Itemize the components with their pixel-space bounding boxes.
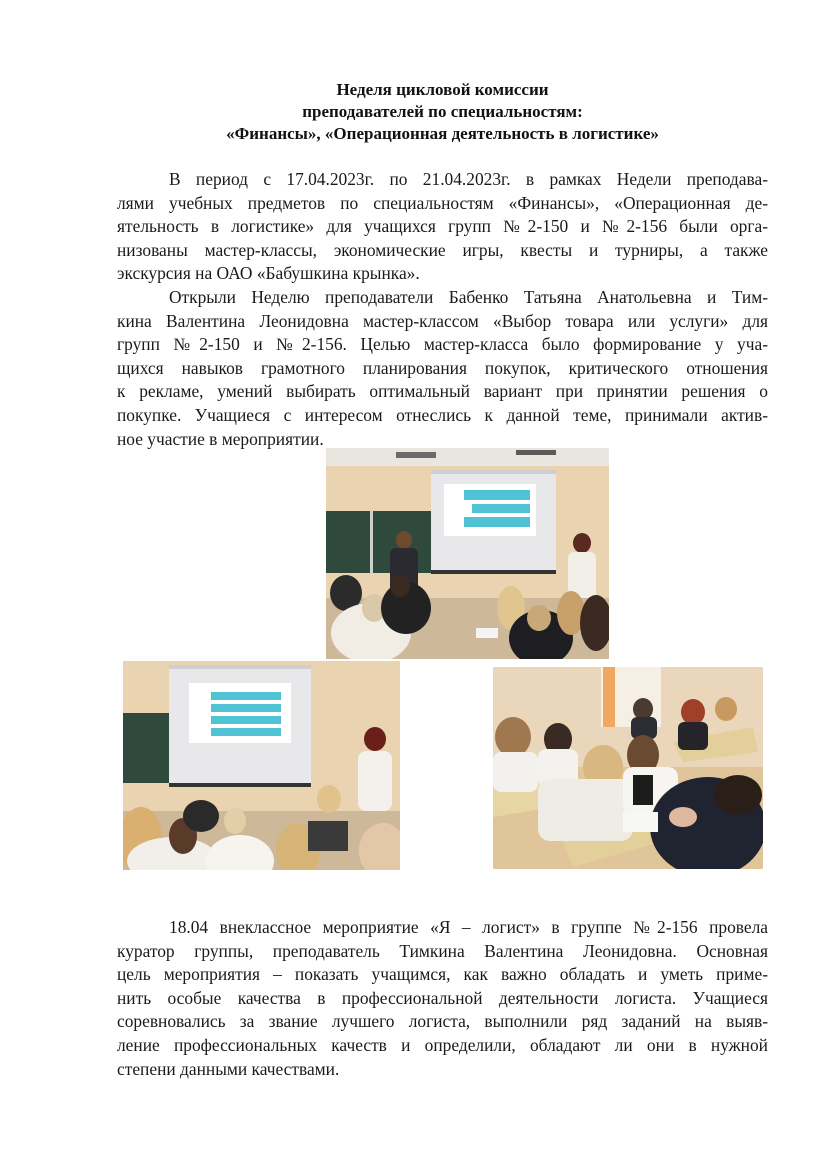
paragraph-line: 18.04 внеклассное мероприятие «Я – логист» в группе №2-156 провела: [169, 917, 768, 937]
photo-masterclass-presenters: [326, 448, 609, 659]
paragraph-line: групп №2-150 и №2-156. Целью мастер-класса было формирование у уча-: [117, 334, 768, 355]
paragraph-line: нить особые качества в профессиональной деятельности логиста. Учащиеся: [117, 987, 768, 1008]
paragraph-logist-event: [117, 916, 768, 1081]
photo-masterclass-lecture: [123, 661, 400, 870]
paragraph-line: ление профессиональных качеств и определили, обладают ли они в нужной: [117, 1034, 768, 1055]
paragraph-line: Открыли Неделю преподаватели Бабенко Татьяна Анатольевна и Тим-: [169, 287, 768, 307]
document-title: [150, 79, 735, 145]
paragraph-masterclass: [117, 286, 768, 451]
paragraph-line: щихся навыков грамотного планирования покупок, критического отношения: [117, 357, 768, 378]
paragraph-line: ятельность в логистике» для учащихся групп №2-150 и №2-156 были орга-: [117, 216, 768, 237]
title-line-1: Неделя цикловой комиссии: [336, 80, 549, 99]
paragraph-line: ное участие в мероприятии.: [117, 428, 324, 449]
paragraph-line: соревновались за звание лучшего логиста, выполнили ряд заданий на выяв-: [117, 1011, 768, 1032]
paragraph-line: покупке. Учащиеся с интересом отнеслись к данной теме, принимали актив-: [117, 404, 768, 425]
paragraph-line: В период с 17.04.2023г. по 21.04.2023г. в рамках Недели преподава-: [169, 169, 768, 189]
paragraph-line: кина Валентина Леонидовна мастер-классом «Выбор товара или услуги» для: [117, 310, 768, 331]
paragraph-line: низованы мастер-классы, экономические игры, квесты и турниры, а также: [117, 239, 768, 260]
paragraph-intro: [117, 168, 768, 286]
paragraph-line: лями учебных предметов по специальностям «Финансы», «Операционная де-: [117, 192, 768, 213]
title-line-2: преподавателей по специальностям:: [302, 102, 583, 121]
photo-students-tasks: [493, 667, 763, 869]
paragraph-line: степени данными качествами.: [117, 1058, 340, 1079]
title-line-3: «Финансы», «Операционная деятельность в логистике»: [226, 124, 659, 143]
paragraph-line: экскурсия на ОАО «Бабушкина крынка».: [117, 263, 420, 284]
paragraph-line: куратор группы, преподаватель Тимкина Валентина Леонидовна. Основная: [117, 940, 768, 961]
paragraph-line: к рекламе, умений выбирать оптимальный вариант при принятии решения о: [117, 381, 768, 402]
paragraph-line: цель мероприятия – показать учащимся, как важно обладать и уметь приме-: [117, 964, 768, 985]
